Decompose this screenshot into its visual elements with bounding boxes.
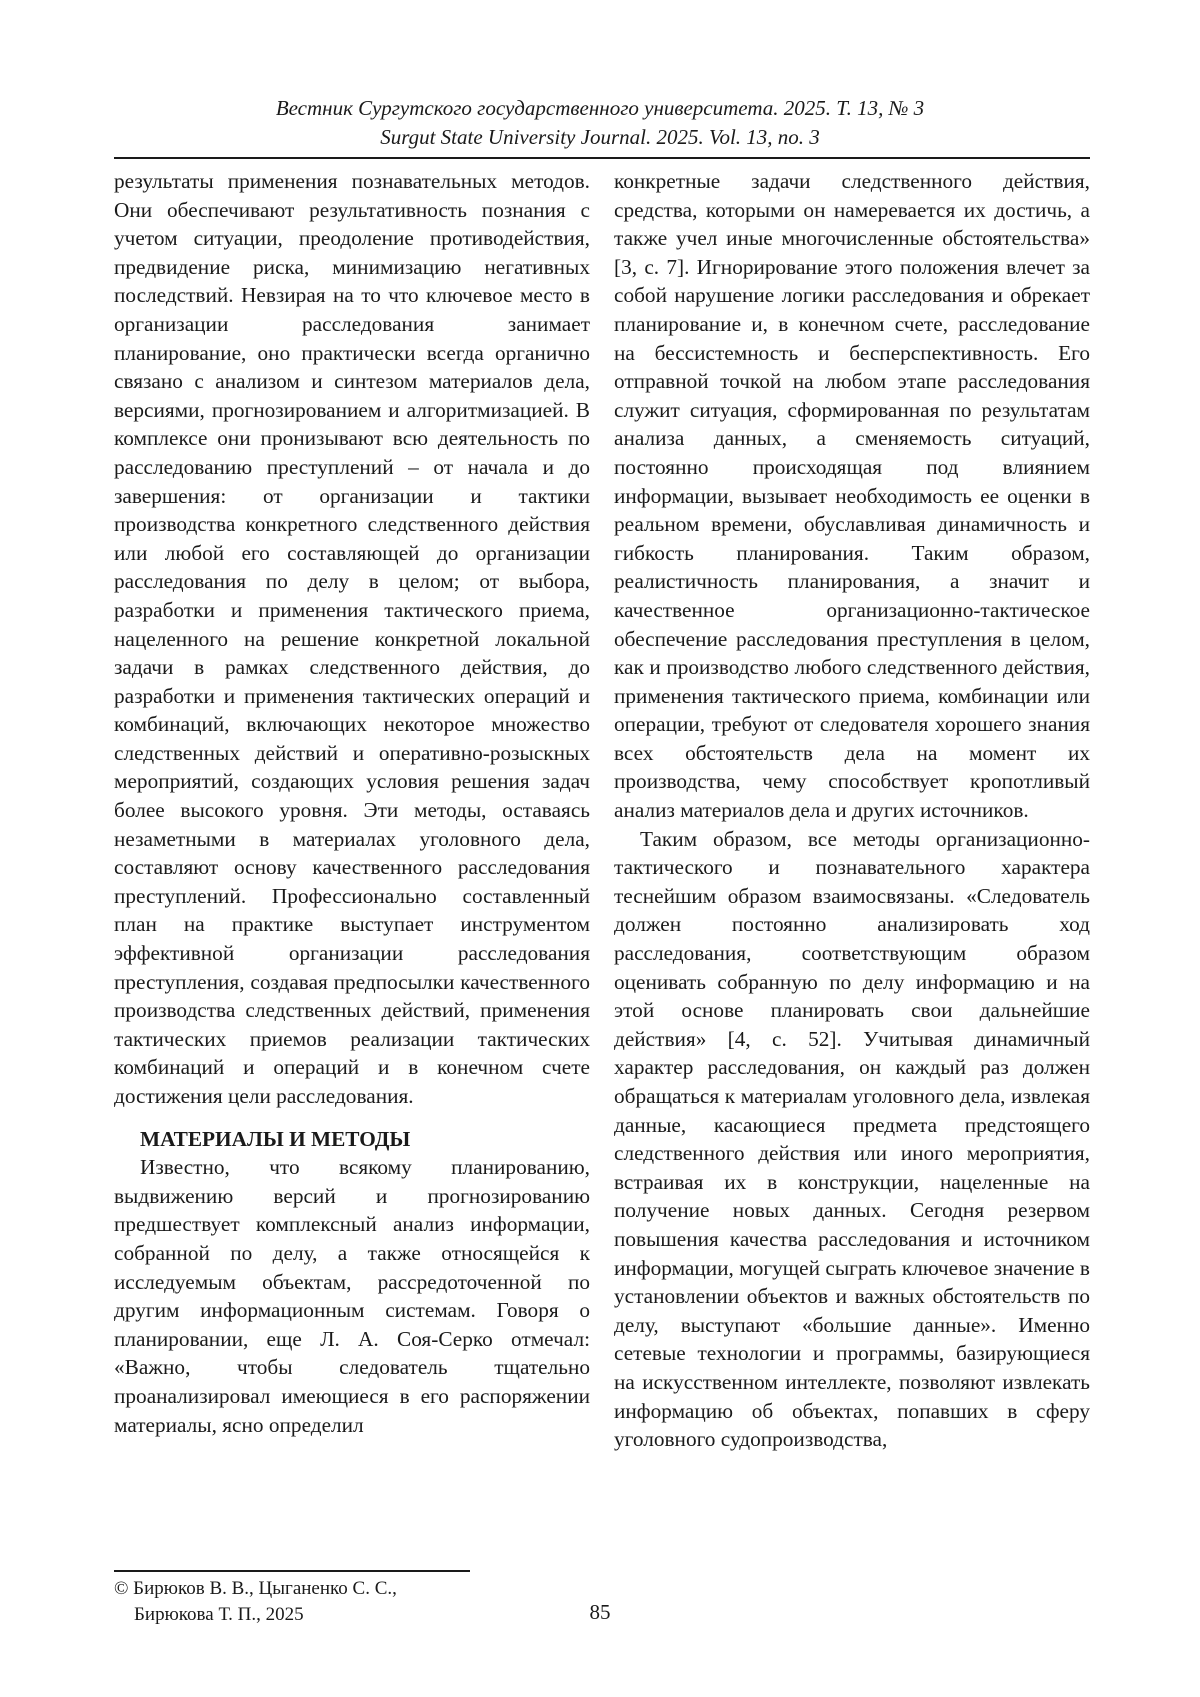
journal-title-en: Surgut State University Journal. 2025. Vol. 13, no. 3 <box>380 125 820 149</box>
right-column <box>614 167 1090 1454</box>
section-heading: МАТЕРИАЛЫ И МЕТОДЫ <box>140 1126 411 1151</box>
footnote-divider <box>114 1570 470 1572</box>
body-paragraph: Таким образом, все методы организационно-тактического и познавательного характера теснейшим образом взаимосвязаны. «Следователь должен постоянно анализировать ход расследования, соответствующим образом оценивать собранную по делу информацию и на этой основе планировать свои дальнейшие действия» [4, с. 52]. Учитывая динамичный характер расследования, он каждый раз должен обращаться к материалам уголовного дела, извлекая данные, касающиеся предмета предстоящего следственного действия или иного мероприятия, встраивая их в конструкции, нацеленные на получение новых данных. Сегодня резервом повышения качества расследования и источником информации, могущей сыграть ключевое значение в установлении объектов и важных обстоятельств по делу, выступают «большие данные». Именно сетевые технологии и программы, базирующиеся на искусственном интеллекте, позволяют извлекать информацию об объектах, попавших в сферу уголовного судопроизводства, <box>614 826 1090 1452</box>
footnote-line: © Бирюков В. В., Цыганенко С. С., <box>114 1578 397 1599</box>
body-paragraph: Известно, что всякому планированию, выдвижению версий и прогнозированию предшествует комплексный анализ информации, собранной по делу, а также относящейся к исследуемым объектам, рассредоточенной по другим информационным системам. Говоря о планировании, еще Л. А. Соя-Серко отмечал: «Важно, чтобы следователь тщательно проанализировал имеющиеся в его распоряжении материалы, ясно определил <box>114 1155 590 1437</box>
body-paragraph: результаты применения познавательных методов. Они обеспечивают результативность познания с учетом ситуации, преодоление противодействия, предвидение риска, минимизацию негативных последствий. Невзирая на то что ключевое место в организации расследования занимает планирование, оно практически всегда органично связано с анализом и синтезом материалов дела, версиями, прогнозированием и алгоритмизацией. В комплексе они пронизывают всю деятельность по расследованию преступлений – от начала и до завершения: от организации и тактики производства конкретного следственного действия или любой его составляющей до организации расследования по делу в целом; от выбора, разработки и применения тактического приема, нацеленного на решение конкретной локальной задачи в рамках следственного действия, до разработки и применения тактических операций и комбинаций, включающих некоторое множество следственных действий и оперативно-розыскных мероприятий, создающих условия решения задач более высокого уровня. Эти методы, оставаясь незаметными в материалах уголовного дела, составляют основу качественного расследования преступлений. Профессионально составленный план на практике выступает инструментом эффективной организации расследования преступления, создавая предпосылки качественного производства следственных действий, применения тактических приемов реализации тактических комбинаций и операций и в конечном счете достижения цели расследования. <box>114 169 590 1108</box>
header-divider <box>114 157 1090 159</box>
left-column <box>114 167 590 1439</box>
journal-title-ru: Вестник Сургутского государственного университета. 2025. Т. 13, № 3 <box>275 96 925 120</box>
footnote-line: Бирюкова Т. П., 2025 <box>134 1604 304 1625</box>
page-number: 85 <box>589 1600 611 1624</box>
body-paragraph: конкретные задачи следственного действия, средства, которыми он намеревается их достичь, а также учел иные многочисленные обстоятельства» [3, с. 7]. Игнорирование этого положения влечет за собой нарушение логики расследования и обрекает планирование и, в конечном счете, расследование на бессистемность и бесперспективность. Его отправной точкой на любом этапе расследования служит ситуация, сформированная по результатам анализа данных, а сменяемость ситуаций, постоянно происходящая под влиянием информации, вызывает необходимость ее оценки в реальном времени, обуславливая динамичность и гибкость планирования. Таким образом, реалистичность планирования, а значит и качественное организационно-тактическое обеспечение расследования преступления в целом, как и производство любого следственного действия, применения тактического приема, комбинации или операции, требуют от следователя хорошего знания всех обстоятельств дела на момент их производства, чему способствует кропотливый анализ материалов дела и других источников. <box>614 169 1090 823</box>
journal-header <box>0 94 1200 152</box>
